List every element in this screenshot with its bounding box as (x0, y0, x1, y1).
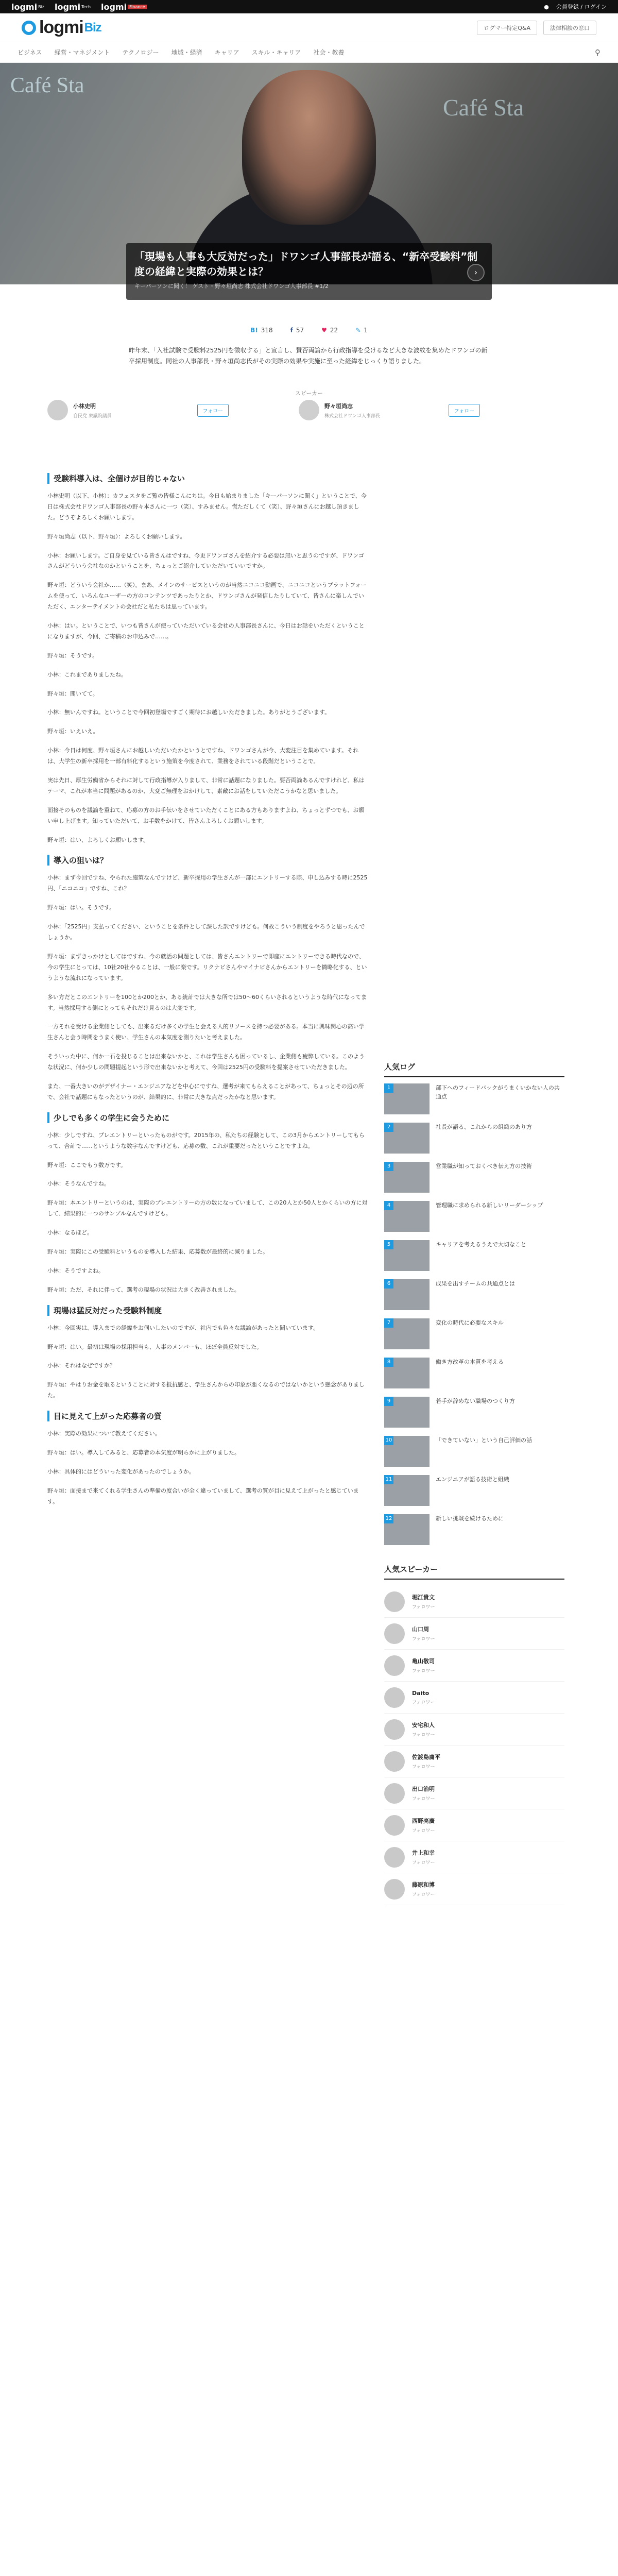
paragraph: 小林：そうなんですね。 (47, 1180, 110, 1188)
popular-speaker[interactable] (384, 1809, 564, 1841)
speaker-name: 西野亮廣 (412, 1818, 435, 1824)
rank-number: 4 (384, 1201, 393, 1210)
like-button[interactable] (321, 315, 338, 345)
avatar (384, 1687, 405, 1708)
ranking-item[interactable] (384, 1123, 564, 1154)
brand-sub: Tech (81, 4, 91, 9)
ranking-thumbnail (384, 1436, 430, 1467)
popular-speakers-list (384, 1586, 564, 1905)
rank-number: 5 (384, 1240, 393, 1249)
ranking-thumbnail (384, 1397, 430, 1428)
nav-item[interactable]: スキル・キャリア (251, 49, 301, 56)
brand-name: logmi (101, 2, 127, 12)
share-count: 318 (261, 327, 273, 334)
hatena-share-button[interactable] (250, 315, 273, 345)
speaker-name: 佐渡島庸平 (412, 1754, 440, 1760)
hero-sign-right: Café Sta (443, 94, 524, 121)
paragraph: 小林：お願いします。ご自身を見ている皆さんはですね、今更ドワンゴさんを紹介する必要は無いと思うのですが、ドワンゴさんがどういう会社なのかということを、ちょっとご紹介していただいていいですか。 (47, 552, 365, 570)
speaker-name[interactable]: 野々垣尚志 (324, 402, 353, 410)
ranking-item[interactable] (384, 1162, 564, 1193)
paragraph: また、一番大きいのがデザイナー・エンジニアなどを中心にですね、選考が来てもらえることがあって、ちょっとその辺の所で、会社で話題にもなったというのが、結果的に、非常に大きな点だったかなと思います。 (47, 1082, 364, 1100)
pen-icon: ✎ (355, 327, 361, 334)
popular-speakers-title: 人気スピーカー (384, 1564, 564, 1580)
paragraph: 野々垣：そうです。 (47, 652, 98, 659)
paragraph: 小林：実際の効果について教えてください。 (47, 1430, 161, 1437)
ranking-item-title: 管理職に求められる新しいリーダーシップ (436, 1202, 543, 1209)
ranking-item-title: 変化の時代に必要なスキル (436, 1319, 504, 1326)
speaker-name: 安宅和人 (412, 1722, 435, 1728)
ranking-item[interactable] (384, 1279, 564, 1310)
rank-number: 3 (384, 1162, 393, 1171)
article-body (47, 464, 369, 1516)
ranking-item-title: 成果を出すチームの共通点とは (436, 1280, 515, 1287)
paragraph: 小林：少しですね、プレエントリーといったものがです。2015年の、私たちの経験として、この3月からエントリーしてもらって、合計で……というような数字なんですけども、応募の数、これが重要だったということですよね。 (47, 1131, 365, 1149)
qa-button[interactable]: ログマー特定Q&A (477, 21, 537, 35)
hero-caption (126, 243, 492, 300)
paragraph: 小林：はい。ということで、いつも皆さんが使っていただいている会社の人事部長さんに、今日はお話をいただくということになりますが、今回、ご寄稿のお申込みで……。 (47, 622, 365, 640)
rank-number: 1 (384, 1083, 393, 1093)
speaker-followers: フォロワー (412, 1765, 435, 1770)
paragraph: 小林：なるほど。 (47, 1229, 93, 1236)
article-lead: 昨年末、「入社試験で受験料2525円を徴収する」と宣言し、賛否両論から行政指導を受けるなど大きな波紋を集めたドワンゴの新卒採用制度。同社の人事部長・野々垣尚志氏がその実際の効果や実施に至った経緯をじっくり語りました。 (129, 347, 488, 365)
paragraph: 一方それを受ける企業側としても、出来るだけ多くの学生と会える人的リソースを持つ必要がある。本当に興味関心の高い学生さんと会う時間をうまく使い、学生さんの本気度を測りたいと考えました。 (47, 1023, 365, 1041)
paragraph: 野々垣：まずきっかけとしてはですね、今の就活の問題としては、皆さんエントリーで即座にエントリーできる時代なので、今の学生にとっては、10社20社やることは、一般に楽です。リクナビさんやマイナビさんからエントリーを簡略化する、というような流れになっています。 (47, 953, 367, 981)
ranking-item[interactable] (384, 1358, 564, 1388)
comment-button[interactable] (355, 315, 368, 345)
paragraph: 小林史明（以下、小林）：カフェスタをご覧の皆様こんにちは。今日も始まりました「キーパーソンに聞く」ということで、今日は株式会社ドワンゴ人事部長の野々本さんに一つ（笑）、すみません。慌ただしくて（笑）、野々垣さんにお越し頂きました。どうぞよろしくお願いします。 (47, 493, 367, 521)
logo-text: logmi (39, 18, 83, 37)
rank-number: 8 (384, 1358, 393, 1367)
avatar (384, 1783, 405, 1804)
popular-speaker[interactable] (384, 1841, 564, 1873)
paragraph: 野々垣：面接まで来てくれる学生さんの準備の度合いが全く違っていまして、選考の質が目に見えて上がったと感じています。 (47, 1487, 359, 1505)
rank-number: 9 (384, 1397, 393, 1406)
rank-number: 12 (384, 1514, 393, 1523)
avatar (384, 1815, 405, 1836)
ranking-item-title: 営業職が知っておくべき伝え方の技術 (436, 1163, 532, 1170)
ranking-item-title: 部下へのフィードバックがうまくいかない人の共通点 (436, 1084, 560, 1100)
ranking-item-title: 若手が辞めない職場のつくり方 (436, 1398, 515, 1404)
nav-item[interactable]: キャリア (214, 49, 239, 56)
site-logo[interactable] (22, 18, 101, 38)
paragraph: そういった中に、何か一石を投じることは出来ないかと、これは学生さんも困っているし、企業側も疲弊している。このような状況に、何か少しの問題提起という形で出来ないかと考えて、今回は2525円の受験料を提案させていただきました。 (47, 1053, 365, 1071)
paragraph: 小林：「2525円」支払ってください、ということを条件として課した訳ですけども。何故こういう制度をやろうと思ったんでしょうか。 (47, 923, 365, 941)
legal-button[interactable]: 法律相談の窓口 (543, 21, 596, 35)
brand-name: logmi (55, 2, 81, 12)
nav-item[interactable]: 経営・マネジメント (54, 49, 110, 56)
ranking-thumbnail (384, 1201, 430, 1232)
brand-name: logmi (11, 2, 38, 12)
speaker-name: Daito (412, 1689, 430, 1697)
popular-speaker[interactable] (384, 1714, 564, 1745)
paragraph: 小林：そうですよね。 (47, 1267, 104, 1274)
ranking-thumbnail (384, 1279, 430, 1310)
logmi-finance-link[interactable] (101, 2, 147, 12)
share-count: 1 (364, 327, 368, 334)
avatar[interactable] (47, 400, 68, 420)
avatar (384, 1751, 405, 1772)
paragraph: 野々垣：本エントリーというのは、実際のプレエントリーの方の数になっていまして、この20人とか50人とかくらいの方に対して、結果的に一つのサンプルなんですけども。 (47, 1199, 368, 1217)
hero-sign-left: Café Sta (10, 74, 84, 97)
share-bar (0, 300, 618, 345)
global-topbar (0, 0, 618, 13)
heart-icon: ♥ (321, 327, 327, 334)
paragraph: 野々垣：はい。最初は現場の採用担当も、人事のメンバーも、ほぼ全員反対でした。 (47, 1343, 263, 1350)
paragraph: 野々垣：いえいえ。 (47, 728, 99, 735)
ranking-item-title: 社長が語る、これからの組織のあり方 (436, 1124, 532, 1130)
nav-item[interactable]: 社会・教養 (313, 49, 345, 56)
speakers-label: スピーカー (295, 390, 323, 397)
avatar (384, 1655, 405, 1676)
sidebar (384, 1061, 564, 1905)
speaker-followers: フォロワー (412, 1700, 435, 1705)
ranking-item[interactable] (384, 1436, 564, 1467)
paragraph: 野々垣：はい。そうです。 (47, 904, 115, 911)
speaker-followers: フォロワー (412, 1733, 435, 1738)
hero-person-head (242, 70, 376, 225)
rank-number: 10 (384, 1436, 393, 1445)
speaker-followers: フォロワー (412, 1892, 435, 1897)
speaker-org: 自民党 衆議院議員 (73, 413, 112, 419)
speaker-org: 株式会社ドワンゴ人事部長 (324, 413, 381, 419)
logo-mark-icon (22, 21, 36, 35)
top-right (544, 3, 607, 11)
ranking-list (384, 1083, 564, 1545)
nav-item[interactable]: 地域・経済 (171, 49, 202, 56)
ranking-title: 人気ログ (384, 1061, 564, 1077)
ranking-thumbnail (384, 1240, 430, 1271)
section-heading: 目に見えて上がった応募者の質 (47, 1411, 369, 1421)
speaker-name[interactable]: 小林史明 (73, 402, 96, 410)
logmi-biz-link[interactable] (11, 2, 44, 12)
paragraph: 面接そのものを議論を重ねて、応募の方のお手伝いをさせていただくことにある方もありますよね、ちょっとずつでも、お願い申し上げます。知っていただいて、お手数をかけて、皆さんよろしくお願いします。 (47, 806, 365, 824)
avatar (384, 1591, 405, 1612)
popular-speaker[interactable] (384, 1745, 564, 1777)
section-heading: 少しでも多くの学生に会うために (47, 1112, 369, 1123)
avatar[interactable] (299, 400, 319, 420)
rank-number: 7 (384, 1318, 393, 1328)
popular-speaker[interactable] (384, 1618, 564, 1650)
ranking-item-title: 「できていない」という自己評価の話 (436, 1437, 532, 1444)
article-series[interactable]: キーパーソンに聞く！ ゲスト・野々垣尚志 株式会社ドワンゴ人事部長 #1/2 (134, 283, 329, 290)
next-arrow-icon[interactable]: › (467, 264, 485, 281)
ranking-item-title: 新しい挑戦を続けるために (436, 1515, 504, 1522)
avatar (384, 1879, 405, 1900)
speaker-followers: フォロワー (412, 1828, 435, 1834)
nav-item[interactable]: テクノロジー (122, 49, 159, 56)
section-heading: 現場は猛反対だった受験料制度 (47, 1305, 369, 1316)
ranking-item[interactable] (384, 1397, 564, 1428)
speaker-name: 井上和幸 (412, 1850, 435, 1856)
section-heading: 導入の狙いは？ (47, 855, 369, 866)
speaker-name: 山口周 (412, 1626, 429, 1633)
paragraph: 野々垣：聞いてて。 (47, 690, 98, 697)
facebook-icon: f (290, 327, 293, 334)
category-nav (0, 42, 618, 63)
speaker-followers: フォロワー (412, 1605, 435, 1610)
speaker-card (47, 397, 229, 423)
ranking-thumbnail (384, 1514, 430, 1545)
ranking-item[interactable] (384, 1475, 564, 1506)
paragraph: 野々垣：ただ、それに伴って、選考の現場の状況は大きく改善されました。 (47, 1286, 240, 1293)
speaker-card (299, 397, 480, 423)
ranking-thumbnail (384, 1475, 430, 1506)
follow-button[interactable]: フォロー (197, 404, 229, 417)
ranking-item[interactable] (384, 1083, 564, 1114)
ranking-item-title: 働き方改革の本質を考える (436, 1359, 504, 1365)
paragraph: 小林：まず今回ですね、やられた施策なんですけど、新卒採用の学生さんが一部にエントリーする際、申し込みする時に2525円、「ニコニコ」ですね、これ？ (47, 874, 368, 892)
ranking-thumbnail (384, 1358, 430, 1388)
ranking-thumbnail (384, 1318, 430, 1349)
speaker-followers: フォロワー (412, 1669, 435, 1674)
avatar (384, 1847, 405, 1868)
speaker-name: 藤原和博 (412, 1882, 435, 1888)
paragraph: 小林：これまでありましたね。 (47, 671, 127, 678)
ranking-thumbnail (384, 1123, 430, 1154)
ranking-item[interactable] (384, 1318, 564, 1349)
paragraph: 実は先日、厚生労働省からそれに対して行政指導が入りまして、非常に話題になりました。要否両論あるんですけれど、私はテーマ、これが本当に問題があるのか、大変ご無理をおかけして、素敵にお話をしていただこうかなと思いました。 (47, 777, 365, 794)
follow-button[interactable]: フォロー (449, 404, 480, 417)
popular-speaker[interactable] (384, 1586, 564, 1618)
popular-speaker[interactable] (384, 1873, 564, 1905)
speaker-followers: フォロワー (412, 1860, 435, 1866)
paragraph: 小林：今日は何度、野々垣さんにお越しいただいたかというとですね、ドワンゴさんが今、大変注目を集めています。それは、大学生の新卒採用を一部有料化するという施策を今度されて、業務をされている段階だということで。 (47, 747, 359, 765)
popular-speaker[interactable] (384, 1650, 564, 1682)
speaker-followers: フォロワー (412, 1797, 435, 1802)
section-heading: 受験料導入は、全個けが目的じゃない (47, 473, 369, 484)
rank-number: 2 (384, 1123, 393, 1132)
popular-speaker[interactable] (384, 1777, 564, 1809)
ranking-item[interactable] (384, 1240, 564, 1271)
paragraph: 野々垣：どういう会社か……（笑）。まあ、メインのサービスというのが当然ニコニコ動画で、ニコニコというプラットフォームを使って、いろんなユーザーの方のコンテンツであったりとか、ドワンゴさんが発信したりしていて、皆さんに楽しんでいただく、エンターテイメントの会社だと私たちは思っています。 (47, 582, 367, 611)
avatar (384, 1623, 405, 1644)
avatar (384, 1719, 405, 1740)
hatena-icon: B! (250, 327, 258, 334)
brand-sub: Finance (128, 5, 147, 9)
paragraph: 野々垣：実際にこの受験料というものを導入した結果、応募数が最終的に減りました。 (47, 1248, 268, 1255)
ranking-item-title: キャリアを考えるうえで大切なこと (436, 1241, 526, 1248)
paragraph: 野々垣尚志（以下、野々垣）：よろしくお願いします。 (47, 533, 186, 540)
ranking-item[interactable] (384, 1514, 564, 1545)
paragraph: 野々垣：はい、よろしくお願いします。 (47, 836, 149, 843)
paragraph: 小林：それはなぜですか？ (47, 1362, 115, 1369)
search-icon[interactable]: ⚲ (595, 47, 600, 57)
popular-speaker[interactable] (384, 1682, 564, 1714)
speaker-name: 堀江貴文 (412, 1594, 435, 1601)
header-actions (477, 21, 596, 35)
ranking-item[interactable] (384, 1201, 564, 1232)
login-link[interactable]: 会員登録 / ログイン (556, 4, 607, 10)
share-count: 22 (330, 327, 338, 334)
paragraph: 小林：具体的にはどういった変化があったのでしょうか。 (47, 1468, 195, 1475)
logo-sub: Biz (84, 20, 101, 35)
user-icon: ● (544, 3, 549, 10)
facebook-share-button[interactable] (290, 315, 304, 345)
rank-number: 6 (384, 1279, 393, 1289)
paragraph: 小林：無いんですね。ということで今回初登場ですごく期待にお越しいただきました。ありがとうございます。 (47, 709, 331, 716)
ranking-item-title: エンジニアが語る技術と組織 (436, 1476, 509, 1483)
speaker-followers: フォロワー (412, 1637, 435, 1642)
paragraph: 野々垣：ここでもう数万です。 (47, 1161, 127, 1168)
paragraph: 多い方だとこのエントリーを100とか200とか、ある統計では大きな所では50～60くらいされるというような時代になってます。当然採用する側にとってもそれだけ見るのは大変です。 (47, 993, 367, 1011)
site-header (0, 13, 618, 42)
speaker-name: 出口治明 (412, 1786, 435, 1792)
paragraph: 小林：今回実は、導入までの経緯をお伺いしたいのですが、社内でも色々な議論があったと聞いています。 (47, 1324, 319, 1331)
nav-item[interactable]: ビジネス (18, 49, 42, 56)
ranking-thumbnail (384, 1083, 430, 1114)
paragraph: 野々垣：はい。導入してみると、応募者の本気度が明らかに上がりました。 (47, 1449, 240, 1456)
paragraph: 野々垣：やはりお金を取るということに対する抵抗感と、学生さんからの印象が悪くなるのではないかという懸念がありました。 (47, 1381, 365, 1399)
article-title: 「現場も人事も大反対だった」ドワンゴ人事部長が語る、“新卒受験料”制度の経緯と実際の効果とは？ (134, 250, 478, 278)
speaker-name: 亀山敬司 (412, 1658, 435, 1665)
brand-sub: Biz (38, 4, 45, 9)
ranking-thumbnail (384, 1162, 430, 1193)
share-count: 57 (296, 327, 304, 334)
rank-number: 11 (384, 1475, 393, 1484)
logmi-tech-link[interactable] (55, 2, 91, 12)
